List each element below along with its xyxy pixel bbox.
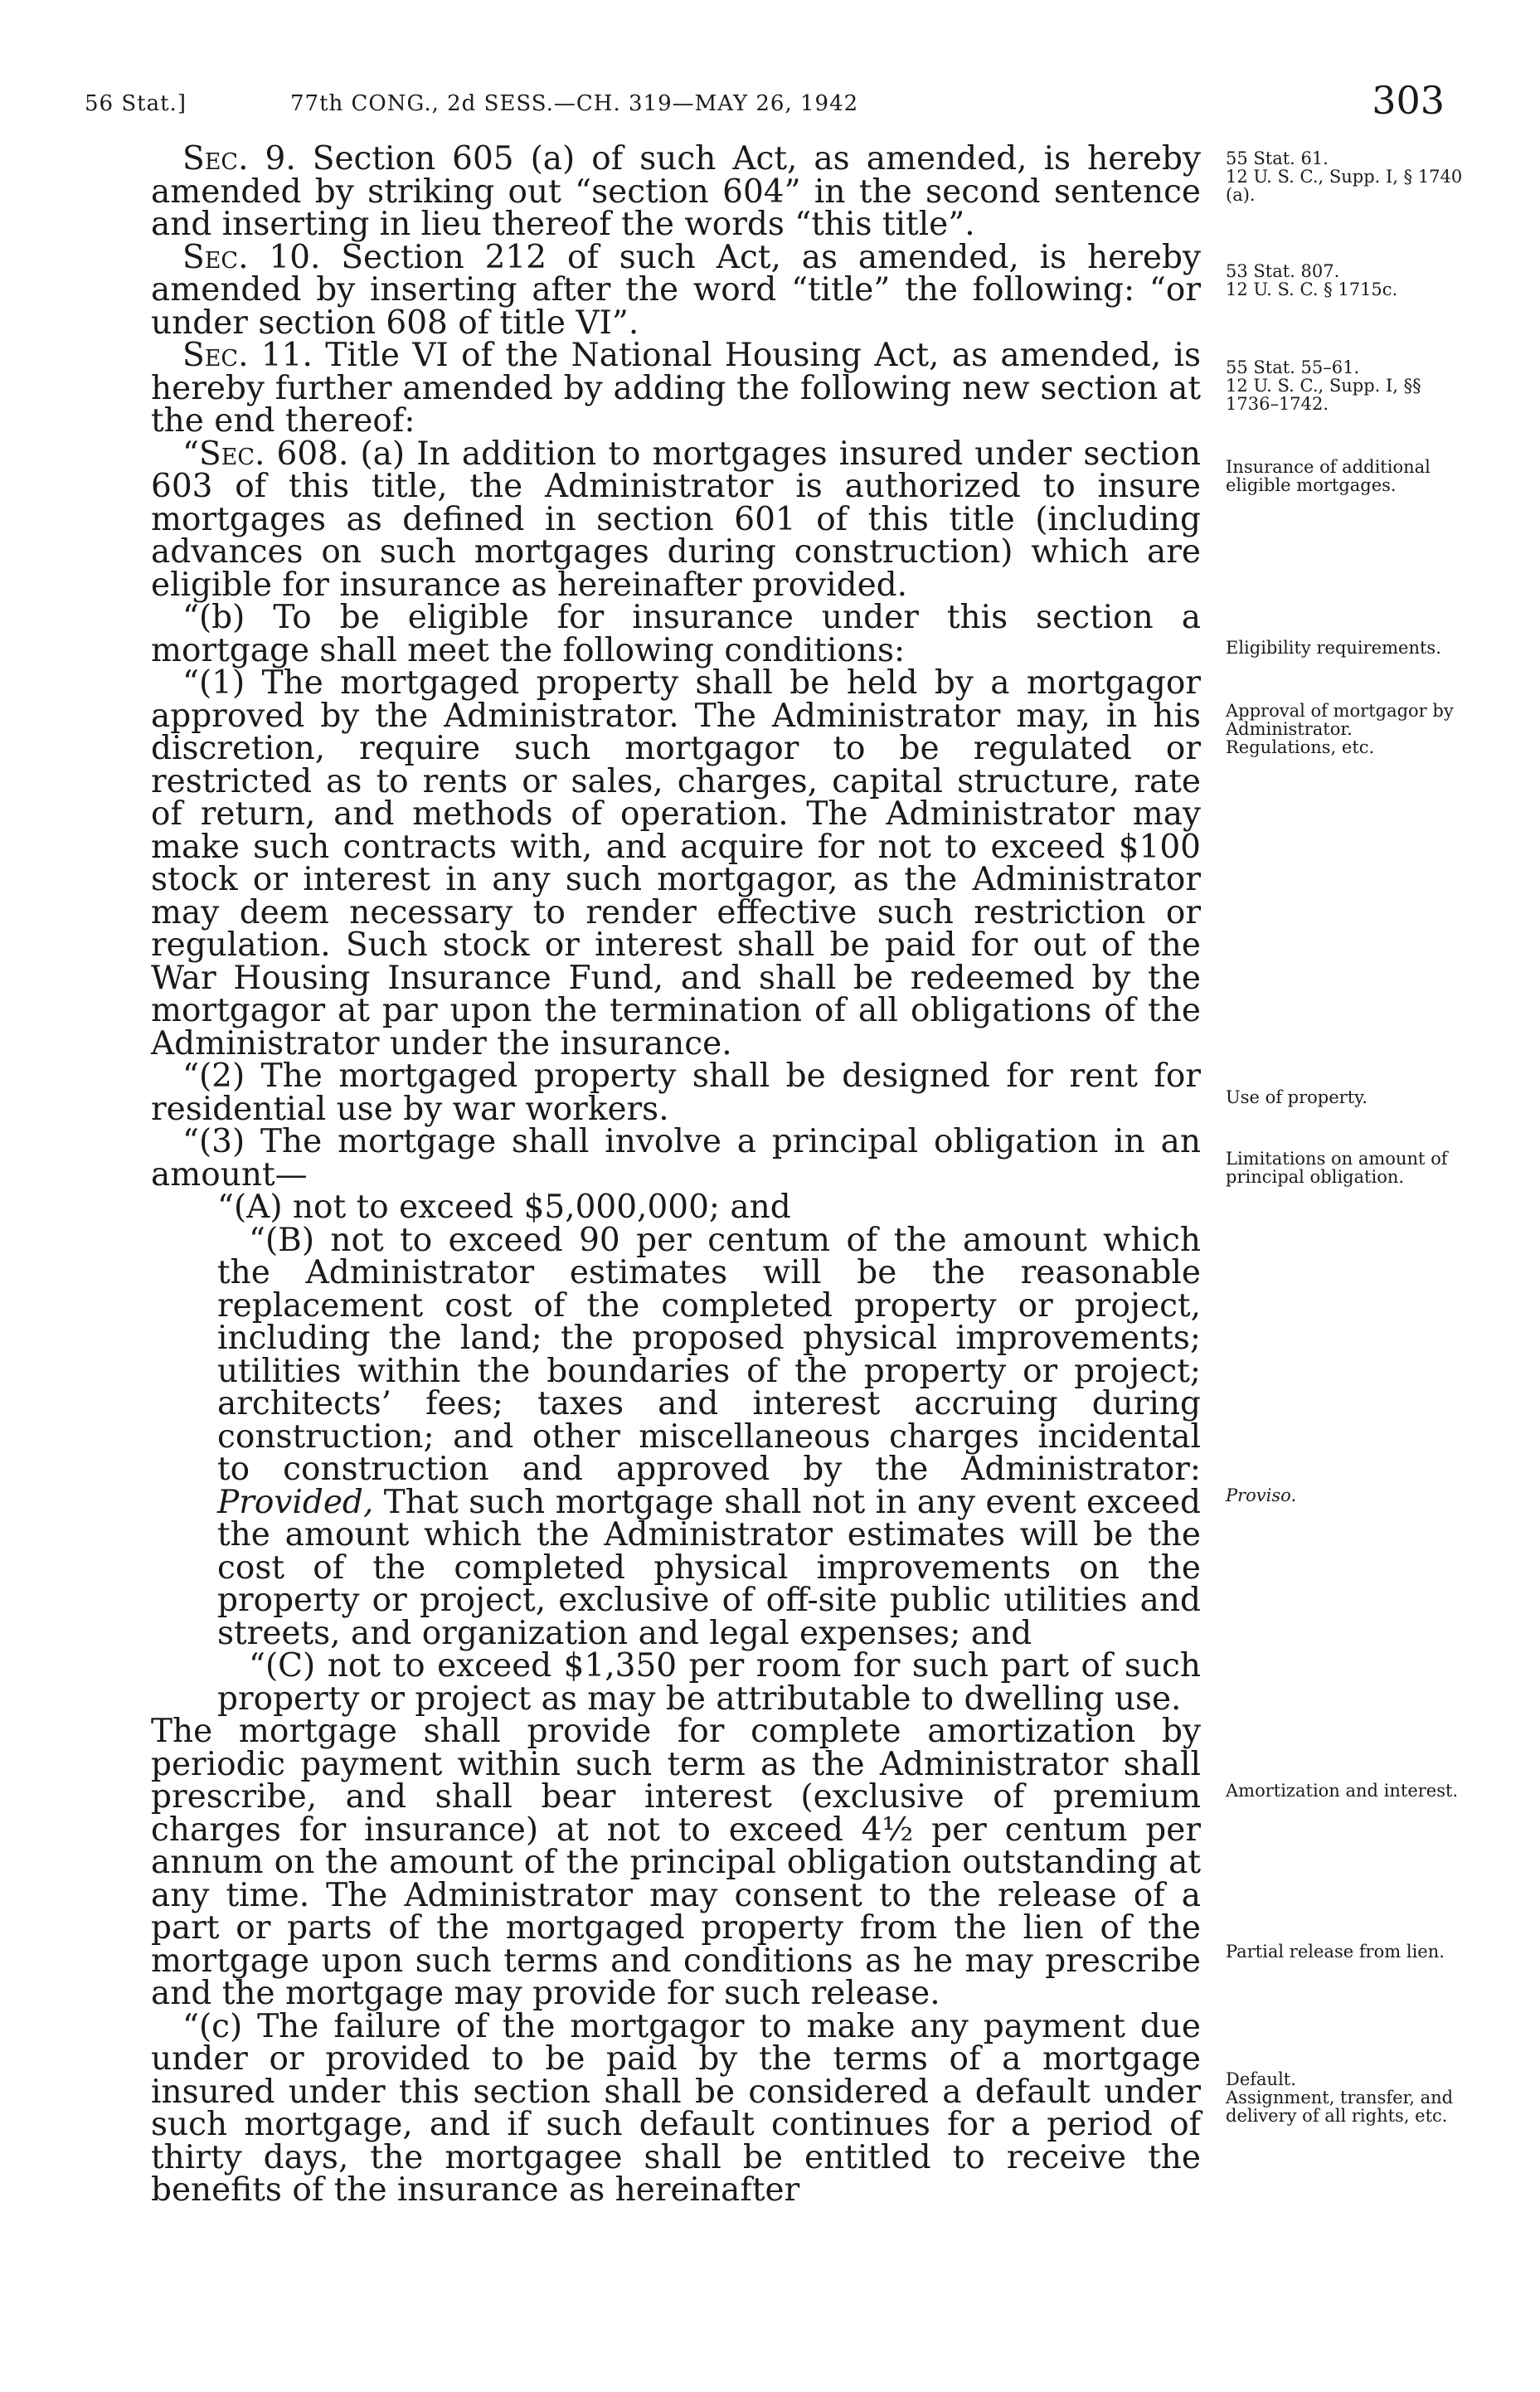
margin-note-use: Use of property.	[1226, 1087, 1368, 1107]
paragraph-text: Section 212 of such Act, as amended, is hereby amended by inserting after the word “title” the following: “or under section 608 of title VI”.	[151, 238, 1201, 342]
running-head: 77th CONG., 2d SESS.—CH. 319—MAY 26, 1942	[290, 91, 859, 116]
clause-c-paragraph: “(C) not to exceed $1,350 per room for such part of such property or project as may be attributable to dwelling use.	[217, 1647, 1201, 1718]
condition-2-paragraph: “(2) The mortgaged property shall be designed for rent for residential use by war workers.	[151, 1057, 1201, 1128]
margin-note-insurance: Insurance of additional eligible mortgages.	[1226, 457, 1431, 495]
paragraph-text: Title VI of the National Housing Act, as amended, is hereby further amended by adding the following new section at the end thereof:	[151, 337, 1202, 440]
clause-a-paragraph	[151, 1191, 1201, 1224]
margin-note-limitations: Limitations on amount of principal obligation.	[1226, 1149, 1448, 1187]
section-lead: Sec. 9.	[182, 140, 296, 177]
page-header	[85, 76, 1445, 126]
margin-note-amortization: Amortization and interest.	[1226, 1781, 1459, 1801]
subsection-b-paragraph: “(b) To be eligible for insurance under this section a mortgage shall meet the following conditions:	[151, 599, 1201, 669]
section-lead: “Sec. 608.	[182, 435, 349, 473]
body-text	[151, 140, 1202, 2209]
clause-text: “(B) not to exceed 90 per centum of the amount which the Administrator estimates will be the reasonable replacement cost of the completed property or project, including the land; the proposed physical improvements; utilities within the boundaries of the property or project; architects’ fees; taxes and interest accruing during construction; and other miscellaneous charges incidental to construction and approved by the Administrator:	[217, 1221, 1201, 1488]
margin-note-citation: 53 Stat. 807. 12 U. S. C. § 1715c.	[1226, 261, 1398, 299]
statute-reference: 56 Stat.]	[85, 91, 187, 116]
condition-1-paragraph: “(1) The mortgaged property shall be held by a mortgagor approved by the Administrator. The Administrator may, in his discretion, require such mortgagor to be regulated or restricted as to rents or sales, charges, capital structure, rate of return, and methods of operation. The Administrator may make such contracts with, and acquire for not to exceed $100 stock or interest in any such mortgagor, as the Administrator may deem necessary to render effective such restriction or regulation. Such stock or interest shall be paid for out of the War Housing Insurance Fund, and shall be redeemed by the mortgagor at par upon the termination of all obligations of the Administrator under the insurance.	[151, 664, 1201, 1062]
section-lead: Sec. 11.	[182, 337, 313, 374]
clause-text: “(A) not to exceed $5,000,000; and	[217, 1189, 791, 1226]
proviso-text: That such mortgage shall not in any event exceed the amount which the Administrator estimates will be the cost of the completed physical improvements on the property or project, exclusive of off-site public utilities and streets, and organization and legal expenses; and	[217, 1483, 1201, 1652]
section-11-paragraph	[151, 339, 1201, 438]
margin-note-release: Partial release from lien.	[1226, 1942, 1445, 1962]
clause-b-paragraph	[217, 1221, 1201, 1652]
subsection-c-paragraph: “(c) The failure of the mortgagor to make any payment due under or provided to be paid by the terms of a mortgage insured under this section shall be considered a default under such mortgage, and if such default continues for a period of thirty days, the mortgagee shall be entitled to receive the benefits of the insurance as hereinafter	[151, 2007, 1201, 2209]
condition-3-paragraph: “(3) The mortgage shall involve a principal obligation in an amount—	[151, 1123, 1201, 1194]
section-lead: Sec. 10.	[182, 238, 321, 276]
margin-note-eligibility: Eligibility requirements.	[1226, 638, 1441, 658]
margin-note-citation: 55 Stat. 61. 12 U. S. C., Supp. I, § 1740 (a).	[1226, 148, 1463, 205]
margin-note-citation: 55 Stat. 55–61. 12 U. S. C., Supp. I, §§ 1736–1742.	[1226, 357, 1421, 414]
section-9-paragraph	[151, 140, 1201, 243]
paragraph-text: Section 605 (a) of such Act, as amended, is hereby amended by striking out “section 604” in the second sentence and inserting in lieu thereof the words “this title”.	[151, 140, 1201, 243]
paragraph-text: (a) In addition to mortgages insured under section 603 of this title, the Administrator is authorized to insure mortgages as defined in section 601 of this title (including advances on such mortgages during construction) which are eligible for insurance as hereinafter provided.	[151, 435, 1201, 604]
amortization-paragraph: The mortgage shall provide for complete amortization by periodic payment within such term as the Administrator shall prescribe, and shall bear interest (exclusive of premium charges for insurance) at not to exceed 4½ per centum per annum on the amount of the principal obligation outstanding at any time. The Administrator may consent to the release of a part or parts of the mortgaged property from the lien of the mortgage upon such terms and conditions as he may prescribe and the mortgage may provide for such release.	[151, 1713, 1201, 2012]
section-10-paragraph	[151, 238, 1201, 342]
proviso-word: Provided,	[217, 1483, 374, 1521]
margin-note-default: Default. Assignment, transfer, and delivery of all rights, etc.	[1226, 2069, 1454, 2126]
margin-note-proviso: Proviso.	[1226, 1485, 1297, 1505]
margin-note-approval: Approval of mortgagor by Administrator. Regulations, etc.	[1226, 701, 1454, 757]
page-number: 303	[1372, 78, 1445, 123]
section-608-a-paragraph	[151, 435, 1201, 604]
